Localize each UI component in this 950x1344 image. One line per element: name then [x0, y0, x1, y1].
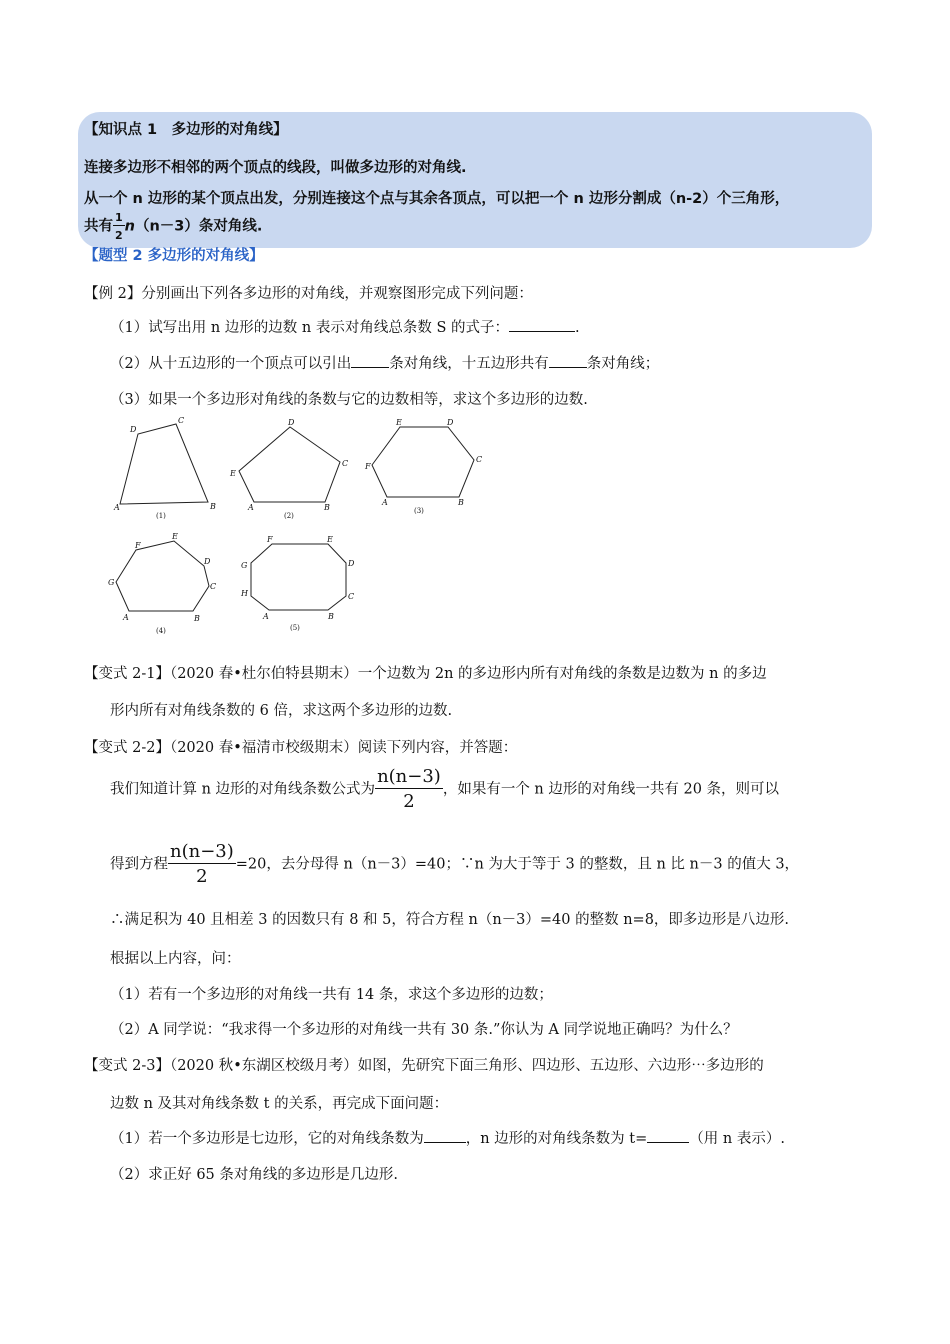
variant-2-1-line-2: 形内所有对角线条数的 6 倍，求这两个多边形的边数.: [110, 703, 453, 719]
figure-caption: (1): [156, 512, 166, 520]
knowledge-point-line-2: 从一个 n 边形的某个顶点出发，分别连接这个点与其余各顶点，可以把一个 n 边形分割成（n-2）个三角形，: [84, 191, 790, 207]
figure-caption: (5): [290, 624, 300, 632]
answer-blank[interactable]: [549, 353, 587, 368]
variant-2-3-q1-part-a: （1）若一个多边形是七边形，它的对角线条数为: [110, 1131, 424, 1147]
polygon-figures: [108, 414, 488, 639]
answer-blank[interactable]: [647, 1128, 689, 1143]
figure-pentagon: [229, 418, 348, 520]
variant-2-2-line-5: 根据以上内容，问：: [110, 951, 241, 967]
one-half-fraction: [113, 212, 125, 241]
vertex-label: E: [396, 418, 402, 427]
variable-n: n: [124, 218, 135, 235]
vertex-label: C: [476, 455, 483, 464]
vertex-label: A: [248, 503, 254, 512]
vertex-label: A: [114, 503, 120, 512]
variant-2-3-line-1: 【变式 2-3】（2020 秋•东湖区校级月考）如图，先研究下面三角形、四边形、五边形、六边形⋯多边形的: [84, 1058, 764, 1074]
vertex-label: E: [172, 532, 178, 541]
vertex-label: B: [210, 502, 216, 511]
variant-2-2-line-2: [110, 768, 779, 811]
vertex-label: F: [365, 462, 371, 471]
example-2-q3: （3）如果一个多边形对角线的条数与它的边数相等，求这个多边形的边数.: [110, 392, 588, 408]
fraction-numerator: n(n−3): [170, 841, 234, 862]
vertex-label: H: [241, 589, 248, 598]
example-2-q2: [110, 352, 659, 373]
diagonal-formula-fraction: [375, 768, 443, 811]
vertex-label: C: [210, 582, 217, 591]
vertex-label: D: [447, 418, 454, 427]
figure-quadrilateral: [113, 416, 216, 520]
vertex-label: B: [324, 503, 330, 512]
example-2-lead: 【例 2】分别画出下列各多边形的对角线，并观察图形完成下列问题：: [84, 286, 533, 302]
figure-caption: (3): [414, 507, 424, 515]
vertex-label: A: [263, 612, 269, 621]
figure-hexagon: [364, 418, 482, 515]
variant-2-2-line-2-pre: 我们知道计算 n 边形的对角线条数公式为: [110, 781, 376, 798]
example-2-q1: [110, 316, 580, 337]
figure-caption: (2): [284, 512, 294, 520]
variant-2-2-line-3-post: =20，去分母得 n（n－3）=40；∵n 为大于等于 3 的整数，且 n 比 n－3 的值大 3，: [235, 856, 800, 873]
knowledge-point-title: 【知识点 1 多边形的对角线】: [84, 122, 288, 138]
variant-2-2-q1: （1）若有一个多边形的对角线一共有 14 条，求这个多边形的边数；: [110, 987, 553, 1003]
fraction-denominator: 2: [403, 791, 415, 812]
vertex-label: E: [230, 469, 236, 478]
variant-2-2-line-3: [110, 843, 799, 886]
equation-fraction: [168, 843, 236, 886]
vertex-label: B: [194, 614, 200, 623]
vertex-label: A: [123, 613, 129, 622]
variant-2-2-line-4: ∴满足积为 40 且相差 3 的因数只有 8 和 5，符合方程 n（n－3）=40 的整数 n=8，即多边形是八边形.: [110, 912, 790, 928]
answer-blank[interactable]: [424, 1128, 466, 1143]
fraction-denominator: 2: [196, 866, 208, 887]
answer-blank[interactable]: [509, 317, 575, 332]
variant-2-3-q1-part-c: （用 n 表示）.: [689, 1131, 785, 1147]
vertex-label: F: [267, 535, 273, 544]
variant-2-3-q1: [110, 1127, 785, 1148]
example-2-q1-text: （1）试写出用 n 边形的边数 n 表示对角线总条数 S 的式子：: [110, 320, 509, 336]
variant-2-2-line-3-pre: 得到方程: [110, 856, 168, 873]
knowledge-point-line-3-post: （n－3）条对角线.: [134, 218, 263, 235]
vertex-label: G: [108, 578, 115, 587]
variant-2-3-q1-part-b: ，n 边形的对角线条数为 t=: [465, 1131, 648, 1147]
vertex-label: D: [130, 425, 137, 434]
variant-2-2-line-2-post: ，如果有一个 n 边形的对角线一共有 20 条，则可以: [442, 781, 780, 798]
vertex-label: E: [327, 535, 333, 544]
vertex-label: C: [342, 459, 349, 468]
vertex-label: C: [178, 416, 185, 425]
variant-2-3-q2: （2）求正好 65 条对角线的多边形是几边形.: [110, 1167, 399, 1183]
knowledge-point-line-1: 连接多边形不相邻的两个顶点的线段，叫做多边形的对角线.: [84, 160, 467, 176]
figure-heptagon: [108, 532, 216, 635]
figure-caption: (4): [156, 627, 166, 635]
vertex-label: D: [204, 557, 211, 566]
fraction-numerator: n(n−3): [377, 766, 441, 787]
variant-2-2-q2: （2）A 同学说：“我求得一个多边形的对角线一共有 30 条.”你认为 A 同学说地正确吗？为什么？: [110, 1022, 738, 1038]
example-2-q2-part-a: （2）从十五边形的一个顶点可以引出: [110, 356, 352, 372]
vertex-label: B: [458, 498, 464, 507]
vertex-label: A: [382, 498, 388, 507]
knowledge-point-line-3-pre: 共有: [84, 218, 113, 235]
vertex-label: B: [328, 612, 334, 621]
variant-2-2-line-1: 【变式 2-2】（2020 春•福清市校级期末）阅读下列内容，并答题：: [84, 740, 518, 756]
example-2-q2-part-c: 条对角线；: [586, 356, 660, 372]
fraction-numerator: 1: [115, 211, 123, 224]
knowledge-point-line-3: [84, 212, 262, 241]
type-2-heading: 【题型 2 多边形的对角线】: [84, 248, 264, 264]
vertex-label: F: [135, 541, 141, 550]
variant-2-1-line-1: 【变式 2-1】（2020 春•杜尔伯特县期末）一个边数为 2n 的多边形内所有对角线的条数是边数为 n 的多边: [84, 666, 767, 682]
figure-octagon: [240, 535, 355, 632]
example-2-q2-part-b: 条对角线，十五边形共有: [389, 356, 549, 372]
vertex-label: D: [288, 418, 295, 427]
answer-blank[interactable]: [351, 353, 389, 368]
fraction-denominator: 2: [115, 229, 123, 242]
vertex-label: C: [348, 592, 355, 601]
vertex-label: G: [241, 561, 248, 570]
example-2-q1-period: .: [575, 320, 580, 336]
variant-2-3-line-2: 边数 n 及其对角线条数 t 的关系，再完成下面问题：: [110, 1096, 449, 1112]
vertex-label: D: [348, 559, 355, 568]
